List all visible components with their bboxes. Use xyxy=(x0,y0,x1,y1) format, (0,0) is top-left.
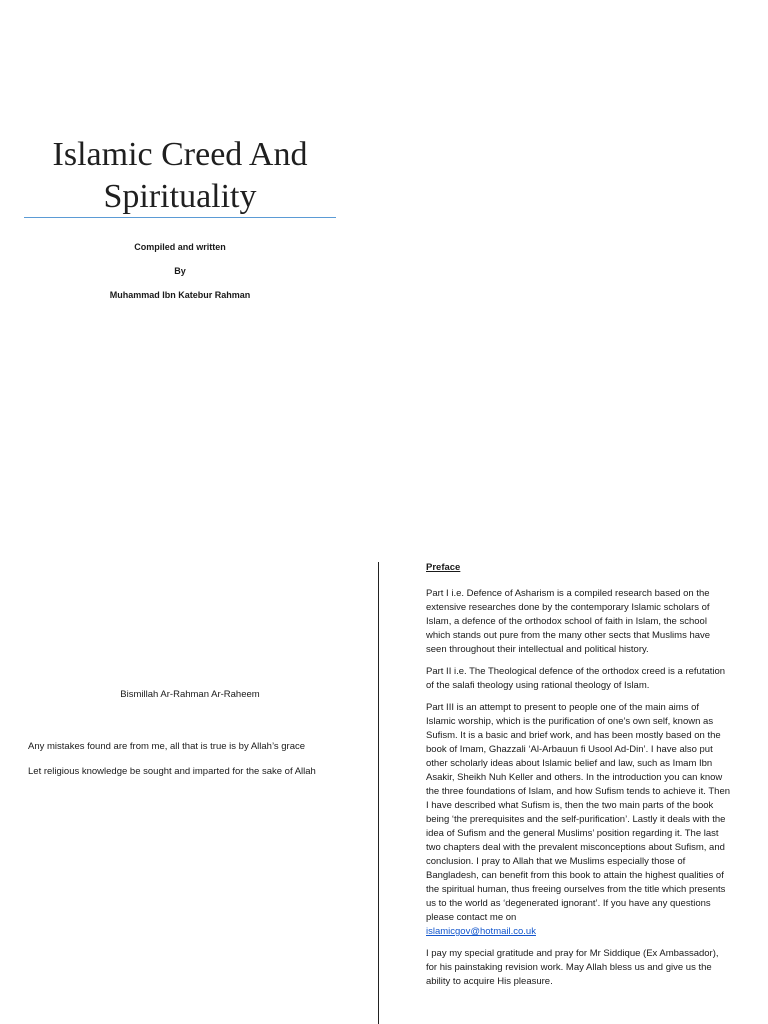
book-title xyxy=(24,134,336,218)
mistakes-note: Any mistakes found are from me, all that is true is by Allah’s grace xyxy=(28,741,306,752)
book-title-line-2: Spirituality xyxy=(103,178,257,215)
knowledge-note: Let religious knowledge be sought and imparted for the sake of Allah xyxy=(28,766,316,777)
compiled-label: Compiled and written xyxy=(134,242,226,252)
preface-part-3-text: Part III is an attempt to present to people one of the main aims of Islamic worship, which is the purification of one’s own self, known as Sufism. It is a basic and brief work, and has been mostly based on the book of Imam, Ghazzali ‘Al-Arbauun fi Usool Ad-Din’. I have also put other scholarly ideas about Islamic belief and law, such as Imam Ibn Asakir, Sheikh Nuh Keller and others. In the introduction you can know the three foundations of Islam, and how Sufism tends to achieve it. Then I have described what Sufism is, then the two main parts of the book being ‘the prerequisites and the self-purification’. Lastly it deals with the idea of Sufism and the general Muslims’ position regarding it. The last two chapters deal with the prevalent misconceptions about Sufism, and conclusion. I pray to Allah that we Muslims especially those of Bangladesh, can benefit from this book to attain the highest qualities of the spiritual human, thus freeing ourselves from the title which presents us to the world as ‘degenerated ignorant’. If you have any questions please contact me on xyxy=(426,702,731,923)
book-title-line-1: Islamic Creed And xyxy=(52,136,308,173)
title-underline xyxy=(24,217,336,218)
preface-section xyxy=(426,561,731,997)
preface-part-1: Part I i.e. Defence of Asharism is a compiled research based on the extensive researches done by the contemporary Islamic scholars of Islam, a defence of the orthodox school of faith in Islam, the school which stands out pure from the many other sects that Muslims have seen throughout their intellectual and political history. xyxy=(426,588,711,655)
bismillah-line: Bismillah Ar-Rahman Ar-Raheem xyxy=(120,689,260,700)
preface-part-2: Part II i.e. The Theological defence of the orthodox creed is a refutation of the salafi theology using rational theology of Islam. xyxy=(426,666,726,691)
by-label: By xyxy=(174,266,186,276)
page-divider xyxy=(378,562,379,1024)
preface-part-3 xyxy=(426,701,731,939)
preface-gratitude: I pay my special gratitude and pray for Mr Siddique (Ex Ambassador), for his painstaking revision work. May Allah bless us and give us the ability to acquire His pleasure. xyxy=(426,948,719,987)
author-name: Muhammad Ibn Katebur Rahman xyxy=(109,290,251,300)
preface-heading: Preface xyxy=(426,562,461,573)
contact-email-link[interactable]: islamicgov@hotmail.co.uk xyxy=(426,926,536,937)
